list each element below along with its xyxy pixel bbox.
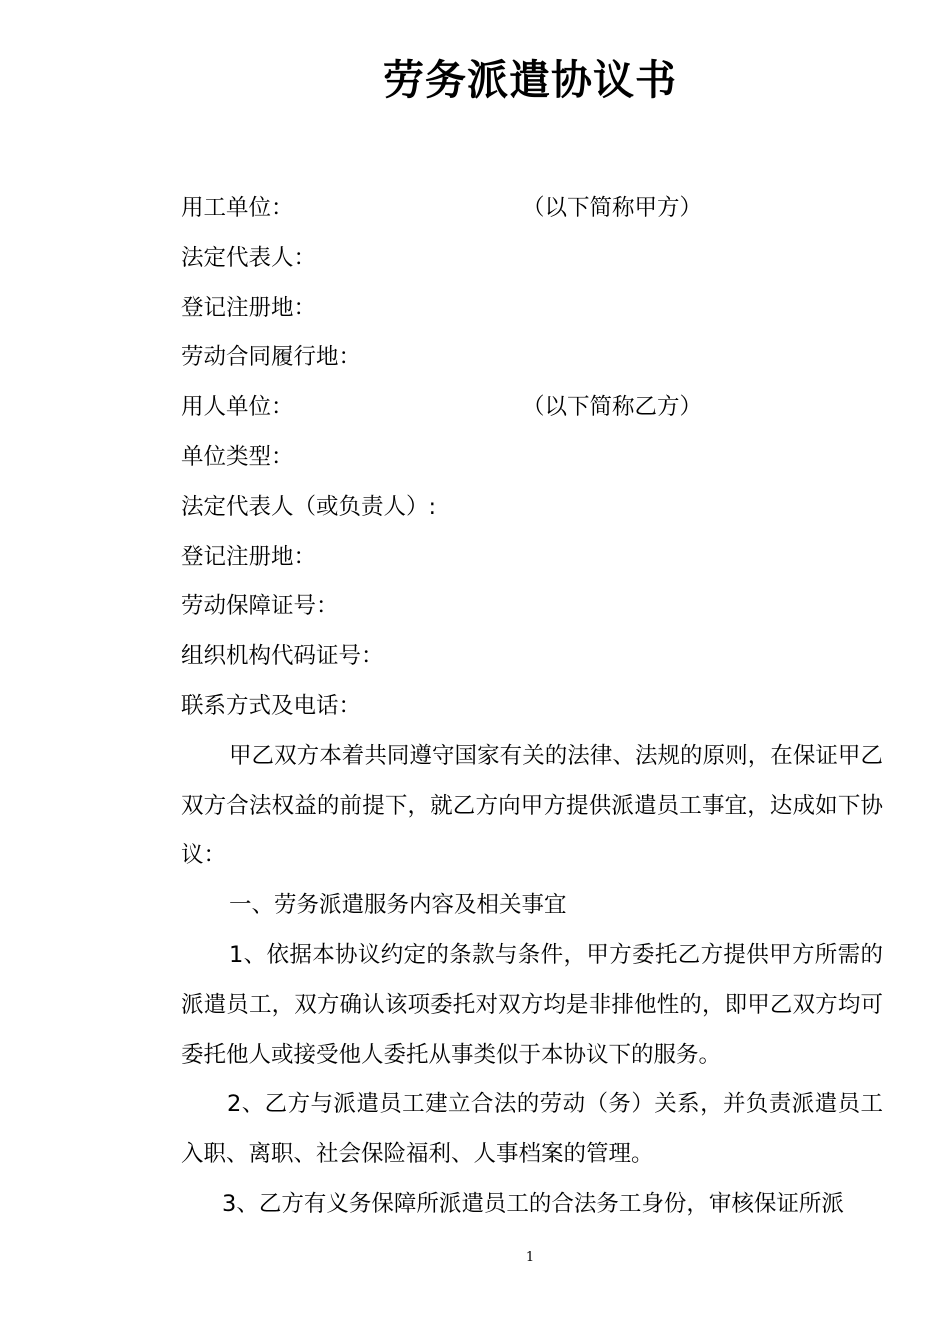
field-contract-place xyxy=(181,333,883,383)
field-label: 劳动合同履行地： xyxy=(181,344,362,371)
preamble-paragraph: 甲乙双方本着共同遵守国家有关的法律、法规的原则，在保证甲乙双方合法权益的前提下，就乙方向甲方提供派遣员工事宜，达成如下协议： xyxy=(181,742,883,869)
field-label: 登记注册地： xyxy=(181,294,317,321)
clause-paragraph: 1、依据本协议约定的条款与条件，甲方委托乙方提供甲方所需的派遣员工，双方确认该项委托对双方均是非排他性的，即甲乙双方均可委托他人或接受他人委托从事类似于本协议下的服务。 xyxy=(181,941,883,1068)
page-number: 1 xyxy=(525,1250,535,1265)
field-contact xyxy=(181,682,883,732)
field-label: 登记注册地： xyxy=(181,543,317,570)
document-body xyxy=(181,184,883,1230)
field-dispatcher-legal-rep xyxy=(181,483,883,533)
field-label: 组织机构代码证号： xyxy=(181,643,384,670)
section-heading: 一、劳务派遣服务内容及相关事宜 xyxy=(229,892,567,919)
field-org-code xyxy=(181,632,883,682)
field-dispatcher-registration xyxy=(181,533,883,583)
field-labor-certificate xyxy=(181,582,883,632)
clause-paragraph: 3、乙方有义务保障所派遣员工的合法务工身份，审核保证所派 xyxy=(222,1190,844,1217)
field-label: 劳动保障证号： xyxy=(181,593,339,620)
field-label: 用工单位： xyxy=(181,195,294,221)
field-unit-type xyxy=(181,433,883,483)
field-note: （以下简称乙方） xyxy=(522,394,703,421)
field-employer xyxy=(181,184,883,234)
field-label: 法定代表人： xyxy=(181,244,317,271)
field-note: （以下简称甲方） xyxy=(522,195,703,221)
field-employer-registration xyxy=(181,284,883,334)
document-title: 劳务派遣协议书 xyxy=(383,56,677,104)
field-label: 单位类型： xyxy=(181,443,294,470)
field-label: 法定代表人（或负责人）: xyxy=(181,493,437,520)
field-employer-legal-rep xyxy=(181,234,883,284)
field-dispatcher xyxy=(181,383,883,433)
field-label: 联系方式及电话： xyxy=(181,692,362,719)
field-label: 用人单位： xyxy=(181,394,294,421)
clause-paragraph: 2、乙方与派遣员工建立合法的劳动（务）关系，并负责派遣员工入职、离职、社会保险福利、人事档案的管理。 xyxy=(181,1091,883,1168)
